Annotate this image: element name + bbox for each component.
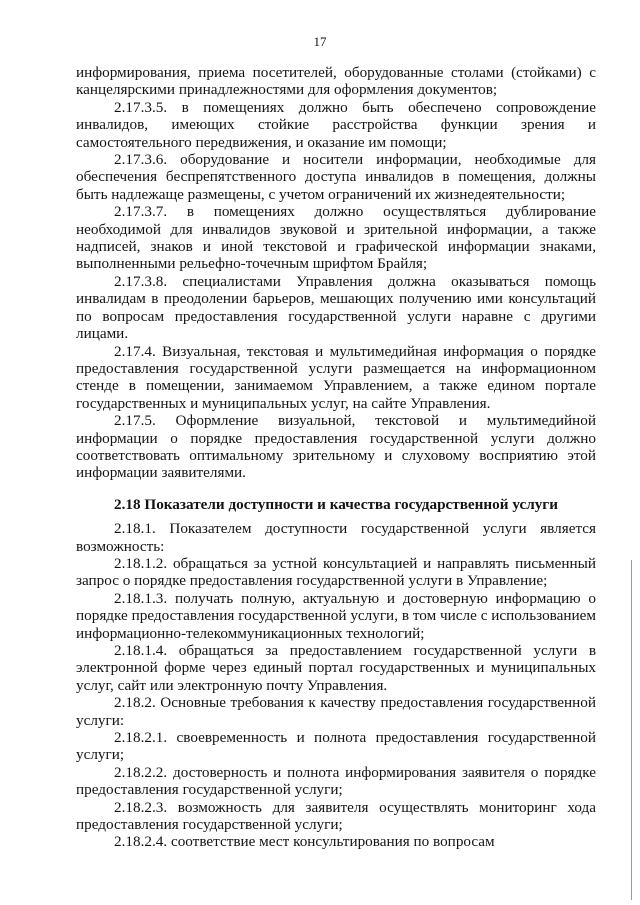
paragraph: 2.17.3.5. в помещениях должно быть обеспечено сопровождение инвалидов, имеющих стойкие расстройства функции зрения и самостоятельного передвижения, и оказание им помощи; (76, 98, 596, 151)
paragraph: 2.17.4. Визуальная, текстовая и мультимедийная информация о порядке предоставления государственной услуги размещается на информационном стенде в помещении, занимаемом Управлением, а также едином портале государственных и муниципальных услуг, на сайте Управления. (76, 342, 596, 412)
paragraph: 2.17.3.8. специалистами Управления должна оказываться помощь инвалидам в преодолении барьеров, мешающих получению ими консультаций по вопросам предоставления государственной услуги наравне с другими лицами. (76, 272, 596, 343)
paragraph: 2.18.2.2. достоверность и полнота информирования заявителя о порядке предоставления государственной услуги; (76, 763, 596, 799)
paragraph: 2.18.1.2. обращаться за устной консультацией и направлять письменный запрос о порядке предоставления государственной услуги в Управление; (76, 554, 596, 590)
paragraph: 2.18.1.3. получать полную, актуальную и достоверную информацию о порядке предоставления государственной услуги, в том числе с использованием информационно-телекоммуникационных технологий; (76, 589, 596, 642)
page-number: 17 (313, 34, 327, 49)
scan-edge-line (631, 560, 632, 900)
paragraph: 2.18.2.3. возможность для заявителя осуществлять мониторинг хода предоставления государственной услуги; (76, 798, 596, 834)
paragraph: 2.18.2. Основные требования к качеству предоставления государственной услуги: (76, 694, 596, 729)
paragraph: 2.17.3.7. в помещениях должно осуществляться дублирование необходимой для инвалидов звуковой и зрительной информации, а также надписей, знаков и иной текстовой и графической информации знаками, выполненными рельефно-точечным шрифтом Брайля; (76, 203, 596, 273)
paragraph: 2.18.2.4. соответствие мест консультирования по вопросам (114, 833, 495, 851)
paragraph: 2.18.2.1. своевременность и полнота предоставления государственной услуги; (76, 729, 596, 764)
paragraph: информирования, приема посетителей, оборудованные столами (стойками) с канцелярскими принадлежностями для оформления документов; (76, 64, 596, 99)
paragraph: 2.18.1. Показателем доступности государственной услуги является возможность: (76, 520, 596, 555)
paragraph: 2.17.5. Оформление визуальной, текстовой и мультимедийной информации о порядке предоставления государственной услуги должно соответствовать оптимальному зрительному и слуховому восприятию этой информации заявителями. (76, 412, 596, 482)
paragraph: 2.18.1.4. обращаться за предоставлением государственной услуги в электронной форме через единый портал государственных и муниципальных услуг, сайт или электронную почту Управления. (76, 642, 596, 694)
document-body (76, 64, 596, 851)
section-heading: 2.18 Показатели доступности и качества государственной услуги (114, 495, 558, 513)
paragraph: 2.17.3.6. оборудование и носители информации, необходимые для обеспечения беспрепятственного доступа инвалидов в помещения, должны быть надлежаще размещены, с учетом ограничений их жизнедеятельности; (76, 151, 596, 203)
